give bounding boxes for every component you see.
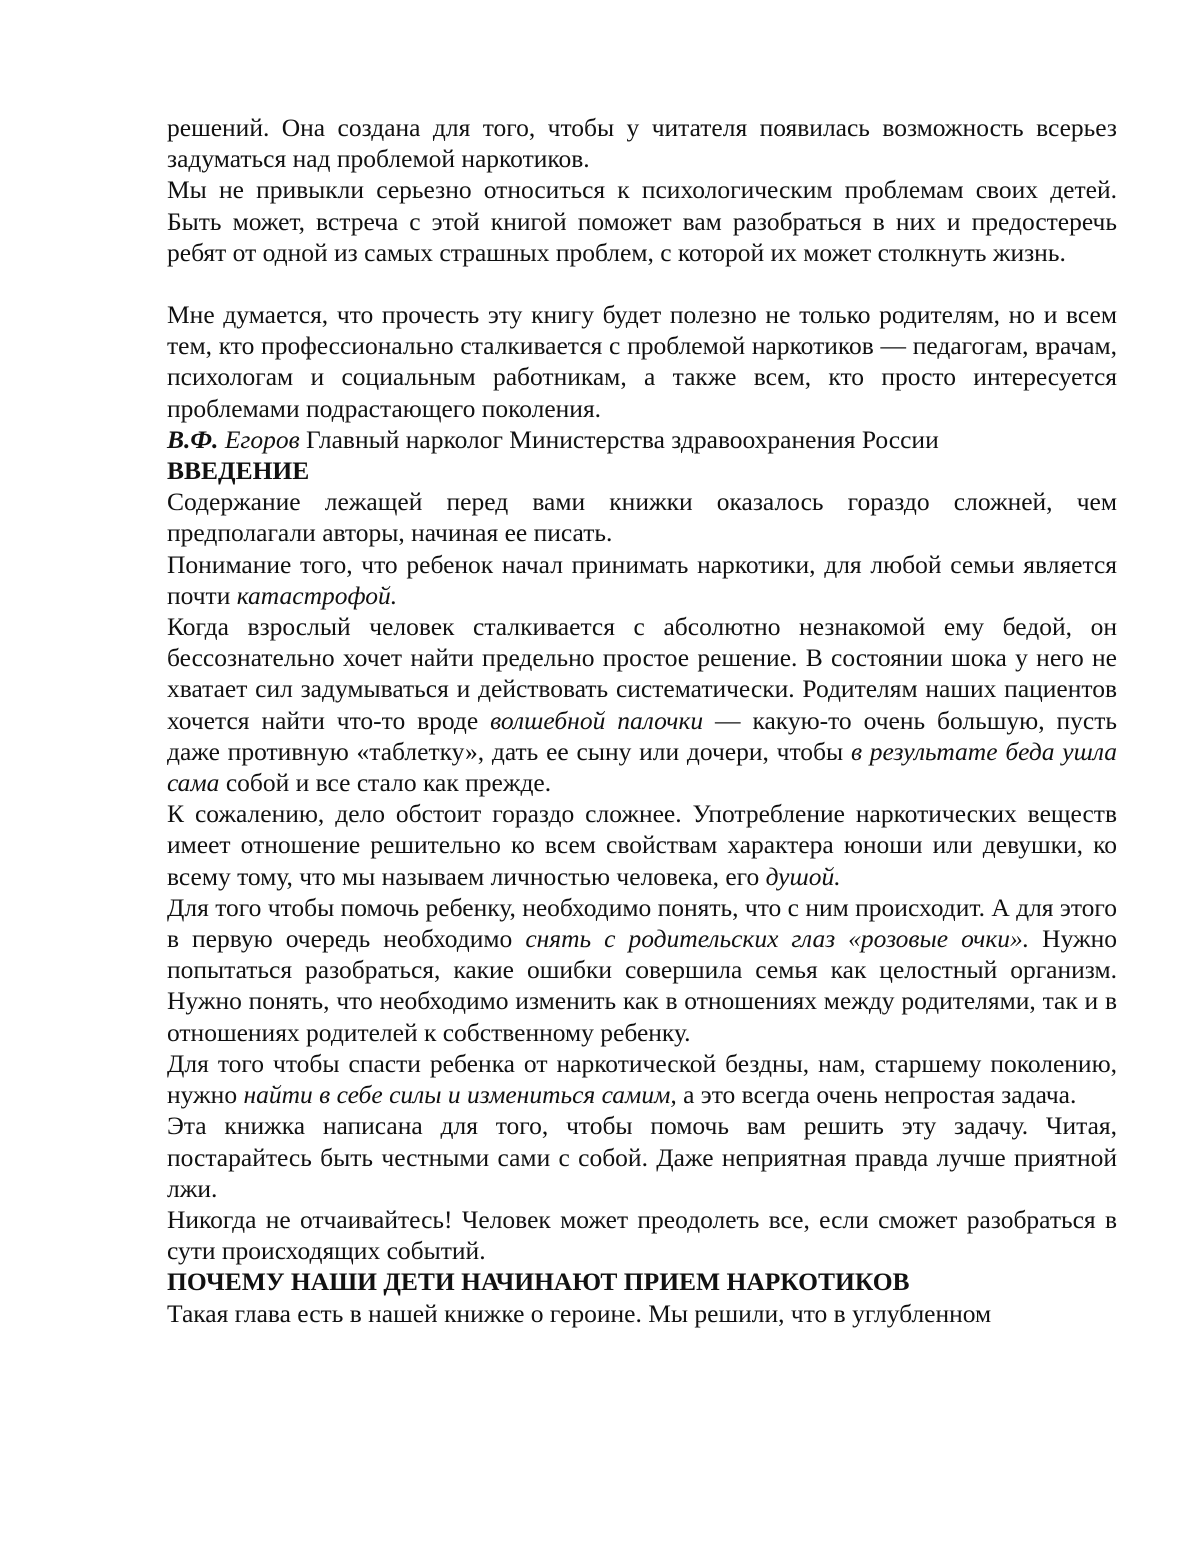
paragraph-9-emphasis: найти в себе силы и измениться самим,	[243, 1080, 677, 1110]
paragraph-7-emphasis: душой.	[765, 861, 841, 891]
paragraph-2: Мы не привыкли серьезно относиться к психологическим проблемам своих детей. Быть может, встреча с этой книгой поможет вам разобраться в них и предостеречь ребят от одной из самых страшных проблем, с которой их может столкнуть жизнь.	[167, 175, 1117, 267]
document-page	[167, 112, 1117, 1329]
paragraph-7	[167, 798, 1117, 892]
paragraph-4: Содержание лежащей перед вами книжки оказалось гораздо сложней, чем предполагали авторы, начиная ее писать.	[167, 487, 1117, 548]
heading-introduction: ВВЕДЕНИЕ	[167, 456, 310, 486]
paragraph-5-text: Понимание того, что ребенок начал принимать наркотики, для любой семьи является почти	[167, 549, 1117, 610]
paragraph-5-emphasis: катастрофой.	[236, 580, 398, 610]
paragraph-3: Мне думается, что прочесть эту книгу будет полезно не только родителям, но и всем тем, кто профессионально сталкивается с проблемой наркотиков — педагогам, врачам, психологам и социальным работникам, а также всем, кто просто интересуется проблемами подрастающего поколения.	[167, 300, 1117, 423]
paragraph-11: Никогда не отчаивайтесь! Человек может преодолеть все, если сможет разобраться в сути происходящих событий.	[167, 1204, 1117, 1266]
paragraph-8-text-b: Нужно попытаться разобраться, какие ошибки совершила семья как целостный организм. Нужно понять, что необходимо изменить как в отношениях между родителями, так и в отношениях родителей к собственному ребенку.	[167, 924, 1117, 1047]
paragraph-6-text-b: — какую-то очень большую, пусть даже противную «таблетку», дать ее сыну или дочери, чтобы	[167, 705, 1117, 766]
paragraph-6-emphasis-b: в результате беда ушла сама	[167, 736, 1117, 798]
heading-why-children: ПОЧЕМУ НАШИ ДЕТИ НАЧИНАЮТ ПРИЕМ НАРКОТИКОВ	[167, 1267, 910, 1297]
signature-initials: В.Ф.	[167, 424, 219, 454]
paragraph-9-text-b: а это всегда очень непростая задача.	[676, 1080, 1077, 1110]
paragraph-1: решений. Она создана для того, чтобы у читателя появилась возможность всерьез задуматься над проблемой наркотиков.	[167, 113, 1117, 174]
paragraph-8-text-a: Для того чтобы помочь ребенку, необходимо понять, что с ним происходит. А для этого в первую очередь необходимо	[167, 892, 1117, 954]
signature-name: Егоров	[224, 424, 300, 454]
signature-line	[167, 424, 1117, 455]
paragraph-9	[167, 1048, 1117, 1110]
paragraph-7-text: К сожалению, дело обстоит гораздо сложнее. Употребление наркотических веществ имеет отношение решительно ко всем свойствам характера юноши или девушки, ко всему тому, что мы называем личностью человека, его	[167, 799, 1117, 891]
signature-title: Главный нарколог Министерства здравоохранения России	[299, 424, 939, 454]
paragraph-9-text-a: Для того чтобы спасти ребенка от наркотической бездны, нам, старшему поколению, нужно	[167, 1048, 1117, 1110]
paragraph-12: Такая глава есть в нашей книжке о героине. Мы решили, что в углубленном	[167, 1298, 992, 1328]
paragraph-6	[167, 611, 1117, 798]
paragraph-6-text-a: Когда взрослый человек сталкивается с абсолютно незнакомой ему бедой, он бессознательно хочет найти предельно простое решение. В состоянии шока у него не хватает сил задумываться и действовать систематически. Родителям наших пациентов хочется найти что-то вроде	[167, 612, 1117, 735]
paragraph-6-emphasis-a: волшебной палочки	[490, 705, 704, 735]
paragraph-8	[167, 892, 1117, 1048]
paragraph-6-text-c: собой и все стало как прежде.	[219, 768, 552, 798]
paragraph-10: Эта книжка написана для того, чтобы помочь вам решить эту задачу. Читая, постарайтесь быть честными сами с собой. Даже неприятная правда лучше приятной лжи.	[167, 1111, 1117, 1203]
paragraph-5	[167, 549, 1117, 611]
paragraph-8-emphasis: снять с родительских глаз «розовые очки».	[525, 924, 1030, 954]
